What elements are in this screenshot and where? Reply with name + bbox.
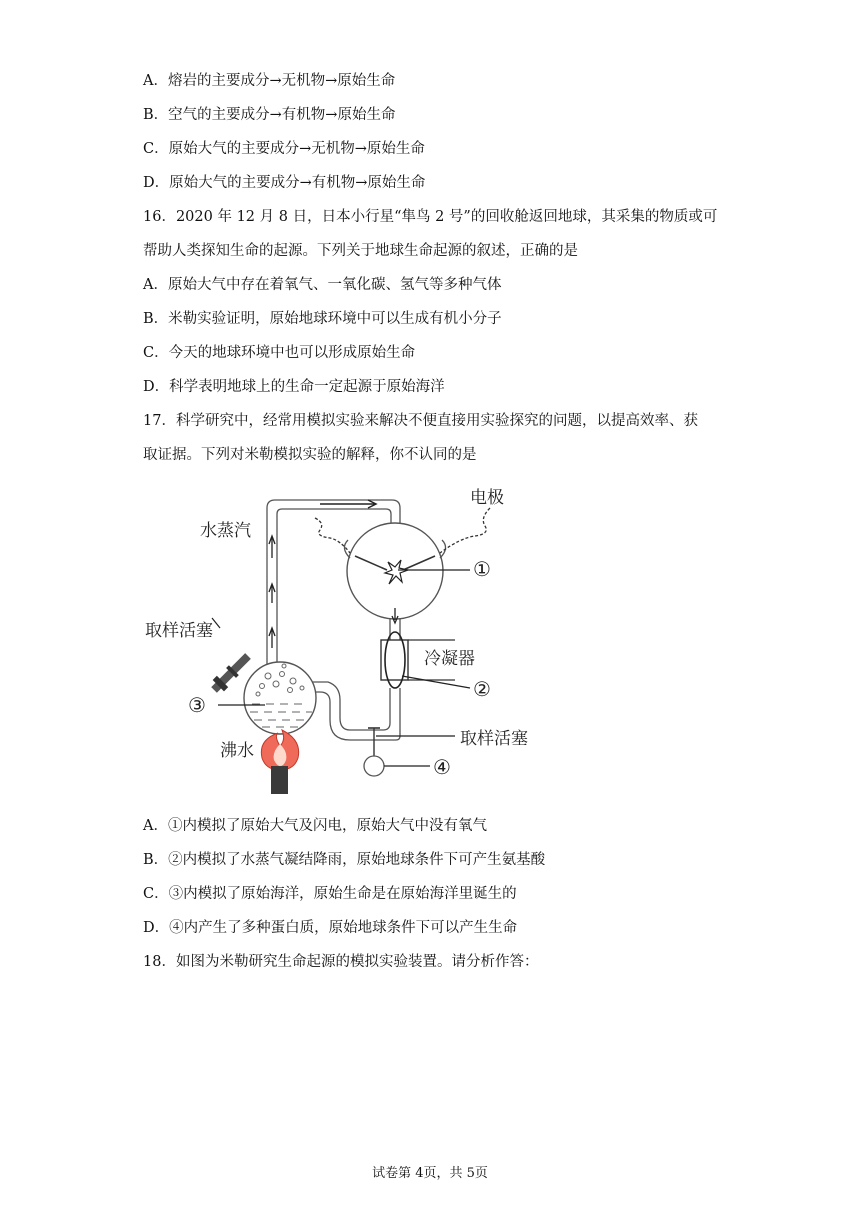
label-condenser: 冷凝器 [424, 649, 475, 669]
label-water-vapor: 水蒸汽 [200, 521, 251, 541]
label-sampling-valve-right: 取样活塞 [460, 729, 528, 749]
q15-option-b: B．空气的主要成分→有机物→原始生命 [143, 107, 396, 123]
q17-stem-line2: 取证据。下列对米勒模拟实验的解释，你不认同的是 [143, 447, 477, 463]
mark-2: ② [473, 677, 491, 701]
q17-option-d: D．④内产生了多种蛋白质，原始地球条件下可以产生生命 [143, 920, 518, 936]
q17-option-a: A．①内模拟了原始大气及闪电，原始大气中没有氧气 [143, 818, 487, 834]
q18-stem: 18．如图为米勒研究生命起源的模拟实验装置。请分析作答： [143, 954, 539, 970]
q16-stem-line1: 16．2020 年 12 月 8 日，日本小行星“隼鸟 2 号”的回收舱返回地球，其采集的物质或可 [143, 209, 718, 225]
label-boiling-water: 沸水 [220, 741, 254, 761]
q17-option-c: C．③内模拟了原始海洋，原始生命是在原始海洋里诞生的 [143, 886, 517, 902]
q16-stem-line2: 帮助人类探知生命的起源。下列关于地球生命起源的叙述，正确的是 [143, 243, 578, 259]
mark-4: ④ [433, 755, 451, 779]
mark-1: ① [473, 557, 491, 581]
label-sampling-valve-left: 取样活塞 [145, 621, 213, 641]
q15-option-c: C．原始大气的主要成分→无机物→原始生命 [143, 141, 425, 157]
page-footer: 试卷第 4页，共 5页 [372, 1166, 488, 1181]
mark-3: ③ [188, 693, 206, 717]
q15-option-d: D．原始大气的主要成分→有机物→原始生命 [143, 175, 426, 191]
label-electrode: 电极 [470, 488, 504, 508]
q15-option-a: A．熔岩的主要成分→无机物→原始生命 [143, 73, 396, 89]
q17-option-b: B．②内模拟了水蒸气凝结降雨，原始地球条件下可产生氨基酸 [143, 852, 546, 868]
miller-experiment-diagram [140, 478, 580, 798]
q16-option-b: B．米勒实验证明，原始地球环境中可以生成有机小分子 [143, 311, 502, 327]
q16-option-a: A．原始大气中存在着氧气、一氧化碳、氢气等多种气体 [143, 277, 502, 293]
q16-option-d: D．科学表明地球上的生命一定起源于原始海洋 [143, 379, 445, 395]
q16-option-c: C．今天的地球环境中也可以形成原始生命 [143, 345, 416, 361]
q17-stem-line1: 17．科学研究中，经常用模拟实验来解决不便直接用实验探究的问题，以提高效率、获 [143, 413, 698, 429]
